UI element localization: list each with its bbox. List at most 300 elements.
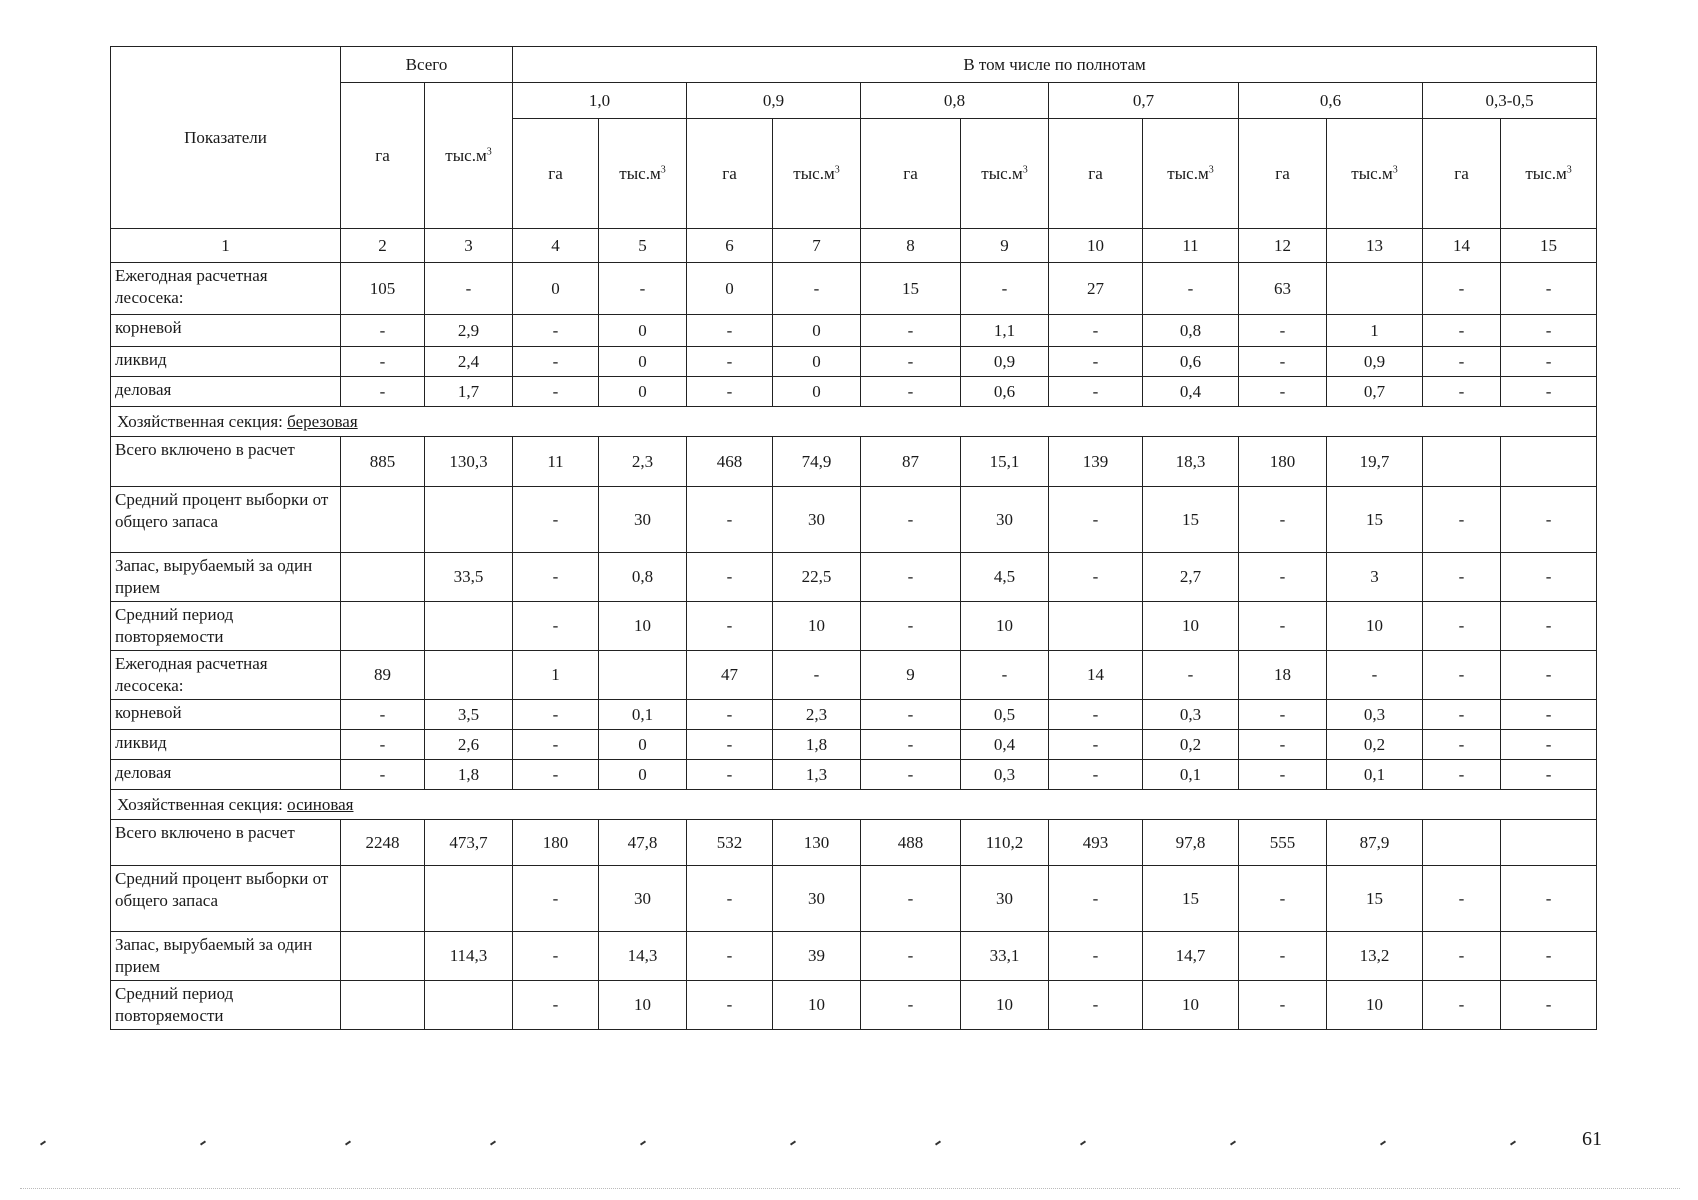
- table-cell: 130: [773, 820, 861, 866]
- table-cell: 2,3: [773, 700, 861, 730]
- table-cell: 2248: [341, 820, 425, 866]
- table-cell: -: [1501, 315, 1597, 347]
- table-cell: 74,9: [773, 437, 861, 487]
- table-cell: 30: [773, 487, 861, 553]
- table-cell: -: [1423, 263, 1501, 315]
- table-cell: 63: [1239, 263, 1327, 315]
- table-cell: [1501, 820, 1597, 866]
- table-cell: [341, 553, 425, 602]
- table-cell: 0: [599, 347, 687, 377]
- unit-vol-cell: $тыс.м^3$: [773, 119, 861, 229]
- table-cell: -: [1501, 487, 1597, 553]
- table-cell: 1,8: [425, 760, 513, 790]
- density-header: 0,9: [687, 83, 861, 119]
- table-cell: -: [1239, 866, 1327, 932]
- table-cell: 468: [687, 437, 773, 487]
- column-number: 6: [687, 229, 773, 263]
- unit-ha-cell: га: [1239, 119, 1327, 229]
- row-label: Средний процент выборки от общего запаса: [111, 487, 341, 553]
- table-cell: -: [687, 932, 773, 981]
- unit-ha-cell: га: [1049, 119, 1143, 229]
- unit-vol-cell: $тыс.м^3$: [1143, 119, 1239, 229]
- column-number: 10: [1049, 229, 1143, 263]
- table-cell: 10: [1327, 602, 1423, 651]
- table-cell: -: [861, 866, 961, 932]
- scan-artifact-mark: [935, 1140, 941, 1145]
- header-total: Всего: [341, 47, 513, 83]
- table-cell: -: [1239, 602, 1327, 651]
- table-cell: 885: [341, 437, 425, 487]
- table-cell: [425, 651, 513, 700]
- table-cell: 27: [1049, 263, 1143, 315]
- table-cell: -: [1143, 263, 1239, 315]
- table-cell: -: [1501, 932, 1597, 981]
- column-number: 13: [1327, 229, 1423, 263]
- table-cell: [425, 981, 513, 1030]
- table-cell: 139: [1049, 437, 1143, 487]
- table-cell: -: [1239, 932, 1327, 981]
- table-cell: -: [1501, 377, 1597, 407]
- table-cell: -: [341, 377, 425, 407]
- unit-vol-cell: $тыс.м^3$: [1501, 119, 1597, 229]
- table-row: [111, 437, 1597, 487]
- section-row: [111, 407, 1597, 437]
- table-cell: 10: [961, 981, 1049, 1030]
- table-cell: -: [1423, 487, 1501, 553]
- table-cell: -: [861, 377, 961, 407]
- column-number: 5: [599, 229, 687, 263]
- section-row: [111, 790, 1597, 820]
- table-cell: 532: [687, 820, 773, 866]
- table-cell: 15: [1143, 487, 1239, 553]
- column-number: 1: [111, 229, 341, 263]
- table-cell: -: [513, 760, 599, 790]
- table-row: [111, 263, 1597, 315]
- table-cell: -: [1049, 932, 1143, 981]
- table-cell: -: [1239, 377, 1327, 407]
- scan-artifact-mark: [1230, 1140, 1236, 1145]
- table-cell: -: [513, 981, 599, 1030]
- table-cell: 47,8: [599, 820, 687, 866]
- row-label: Ежегодная расчетная лесосека:: [111, 651, 341, 700]
- table-cell: -: [1501, 866, 1597, 932]
- column-number-row: [111, 229, 1597, 263]
- table-cell: -: [861, 553, 961, 602]
- table-cell: 0: [599, 377, 687, 407]
- table-cell: 10: [773, 602, 861, 651]
- data-table-wrapper: [110, 46, 1596, 1030]
- table-cell: -: [513, 553, 599, 602]
- table-cell: -: [341, 347, 425, 377]
- table-cell: 1,1: [961, 315, 1049, 347]
- table-cell: -: [1501, 760, 1597, 790]
- table-cell: -: [861, 347, 961, 377]
- column-number: 3: [425, 229, 513, 263]
- table-cell: -: [1049, 866, 1143, 932]
- table-cell: -: [599, 263, 687, 315]
- table-cell: -: [513, 347, 599, 377]
- table-cell: 0,2: [1327, 730, 1423, 760]
- density-header: 0,8: [861, 83, 1049, 119]
- table-row: [111, 981, 1597, 1030]
- table-cell: -: [687, 553, 773, 602]
- table-cell: 0,9: [961, 347, 1049, 377]
- table-cell: 11: [513, 437, 599, 487]
- table-cell: -: [687, 866, 773, 932]
- section-title: Хозяйственная секция: березовая: [111, 407, 1597, 437]
- table-cell: 473,7: [425, 820, 513, 866]
- density-header: 0,3-0,5: [1423, 83, 1597, 119]
- table-cell: -: [687, 700, 773, 730]
- table-cell: -: [1501, 553, 1597, 602]
- unit-ha-cell: га: [861, 119, 961, 229]
- scan-artifact-mark: [1510, 1140, 1516, 1145]
- table-cell: -: [513, 487, 599, 553]
- table-cell: 0: [599, 730, 687, 760]
- table-cell: 9: [861, 651, 961, 700]
- row-label: ликвид: [111, 347, 341, 377]
- table-cell: -: [961, 651, 1049, 700]
- scan-artifact-mark: [640, 1140, 646, 1145]
- column-number: 12: [1239, 229, 1327, 263]
- table-cell: 2,6: [425, 730, 513, 760]
- row-label: корневой: [111, 700, 341, 730]
- table-cell: 10: [1327, 981, 1423, 1030]
- table-cell: 10: [773, 981, 861, 1030]
- column-number: 11: [1143, 229, 1239, 263]
- table-cell: -: [341, 760, 425, 790]
- table-cell: 0: [599, 760, 687, 790]
- table-row: [111, 487, 1597, 553]
- table-cell: 0,8: [599, 553, 687, 602]
- table-body: [111, 263, 1597, 1030]
- scan-artifact-mark: [200, 1140, 206, 1145]
- table-cell: [341, 932, 425, 981]
- table-row: [111, 730, 1597, 760]
- table-cell: -: [1423, 347, 1501, 377]
- row-label: Средний период повторяемости: [111, 602, 341, 651]
- table-cell: -: [1501, 981, 1597, 1030]
- table-cell: -: [1239, 981, 1327, 1030]
- table-cell: -: [773, 263, 861, 315]
- table-cell: 14,3: [599, 932, 687, 981]
- table-cell: -: [861, 315, 961, 347]
- table-cell: [1327, 263, 1423, 315]
- table-cell: -: [513, 602, 599, 651]
- table-cell: [341, 981, 425, 1030]
- scan-artifact-mark: [1380, 1140, 1386, 1145]
- table-cell: -: [341, 315, 425, 347]
- table-cell: -: [1049, 700, 1143, 730]
- unit-ha-cell: га: [687, 119, 773, 229]
- table-cell: 4,5: [961, 553, 1049, 602]
- density-header: 0,7: [1049, 83, 1239, 119]
- header-by-density: В том числе по полнотам: [513, 47, 1597, 83]
- table-cell: 0,5: [961, 700, 1049, 730]
- header-total-ha: га: [341, 83, 425, 229]
- table-cell: -: [341, 700, 425, 730]
- row-label: Средний период повторяемости: [111, 981, 341, 1030]
- scan-artifact-mark: [40, 1140, 46, 1145]
- table-cell: [1423, 820, 1501, 866]
- section-name: осиновая: [287, 794, 354, 814]
- table-cell: [599, 651, 687, 700]
- row-label: Запас, вырубаемый за один прием: [111, 932, 341, 981]
- table-cell: 10: [1143, 602, 1239, 651]
- column-number: 2: [341, 229, 425, 263]
- density-header: 1,0: [513, 83, 687, 119]
- row-label: Запас, вырубаемый за один прием: [111, 553, 341, 602]
- unit-ha-cell: га: [513, 119, 599, 229]
- table-cell: 87,9: [1327, 820, 1423, 866]
- table-cell: 1,8: [773, 730, 861, 760]
- table-cell: -: [1049, 730, 1143, 760]
- table-cell: 2,7: [1143, 553, 1239, 602]
- table-cell: -: [1049, 347, 1143, 377]
- scan-artifact-mark: [790, 1140, 796, 1145]
- table-cell: -: [1239, 700, 1327, 730]
- table-cell: -: [687, 347, 773, 377]
- table-cell: 180: [513, 820, 599, 866]
- table-cell: 19,7: [1327, 437, 1423, 487]
- row-label: корневой: [111, 315, 341, 347]
- table-cell: -: [687, 377, 773, 407]
- table-cell: 10: [1143, 981, 1239, 1030]
- allowable-cut-table: [110, 46, 1597, 1030]
- table-cell: -: [513, 315, 599, 347]
- table-cell: -: [687, 760, 773, 790]
- row-label: Средний процент выборки от общего запаса: [111, 866, 341, 932]
- table-row: [111, 820, 1597, 866]
- table-cell: -: [1423, 377, 1501, 407]
- table-cell: -: [1049, 553, 1143, 602]
- table-cell: 30: [773, 866, 861, 932]
- table-cell: -: [861, 760, 961, 790]
- table-cell: [1423, 437, 1501, 487]
- table-cell: -: [513, 932, 599, 981]
- table-cell: [1049, 602, 1143, 651]
- table-cell: 0,4: [1143, 377, 1239, 407]
- table-cell: -: [1327, 651, 1423, 700]
- table-row: [111, 932, 1597, 981]
- table-cell: 14: [1049, 651, 1143, 700]
- table-cell: 2,3: [599, 437, 687, 487]
- table-cell: -: [513, 866, 599, 932]
- table-cell: -: [1423, 315, 1501, 347]
- table-cell: 30: [961, 866, 1049, 932]
- table-cell: -: [1423, 553, 1501, 602]
- table-cell: 493: [1049, 820, 1143, 866]
- unit-vol-cell: $тыс.м^3$: [1327, 119, 1423, 229]
- table-cell: -: [687, 487, 773, 553]
- table-cell: [425, 487, 513, 553]
- table-cell: 0,3: [961, 760, 1049, 790]
- table-cell: -: [1049, 981, 1143, 1030]
- scan-artifact-mark: [1080, 1140, 1086, 1145]
- table-row: [111, 700, 1597, 730]
- density-header: 0,6: [1239, 83, 1423, 119]
- table-row: [111, 315, 1597, 347]
- table-cell: 110,2: [961, 820, 1049, 866]
- table-row: [111, 347, 1597, 377]
- column-number: 15: [1501, 229, 1597, 263]
- unit-vol-cell: $тыс.м^3$: [961, 119, 1049, 229]
- section-name: березовая: [287, 411, 358, 431]
- table-cell: 1: [1327, 315, 1423, 347]
- table-cell: 30: [961, 487, 1049, 553]
- table-cell: -: [513, 377, 599, 407]
- row-label: Ежегодная расчетная лесосека:: [111, 263, 341, 315]
- table-cell: -: [773, 651, 861, 700]
- table-cell: 89: [341, 651, 425, 700]
- table-cell: 30: [599, 866, 687, 932]
- table-cell: 13,2: [1327, 932, 1423, 981]
- table-cell: 114,3: [425, 932, 513, 981]
- section-title: Хозяйственная секция: осиновая: [111, 790, 1597, 820]
- table-row: [111, 602, 1597, 651]
- table-cell: 10: [599, 981, 687, 1030]
- table-cell: -: [1423, 760, 1501, 790]
- table-cell: 47: [687, 651, 773, 700]
- column-number: 7: [773, 229, 861, 263]
- table-cell: 0,3: [1143, 700, 1239, 730]
- table-row: [111, 866, 1597, 932]
- table-cell: 0: [773, 377, 861, 407]
- table-cell: 10: [961, 602, 1049, 651]
- table-cell: 130,3: [425, 437, 513, 487]
- table-cell: 14,7: [1143, 932, 1239, 981]
- table-cell: -: [1239, 487, 1327, 553]
- table-cell: -: [1423, 700, 1501, 730]
- table-cell: 2,4: [425, 347, 513, 377]
- table-cell: 488: [861, 820, 961, 866]
- table-cell: 33,5: [425, 553, 513, 602]
- table-cell: -: [1049, 315, 1143, 347]
- page-number: 61: [1582, 1128, 1602, 1150]
- table-cell: 1,3: [773, 760, 861, 790]
- table-cell: -: [1049, 760, 1143, 790]
- table-cell: -: [1239, 315, 1327, 347]
- row-label: деловая: [111, 377, 341, 407]
- table-cell: -: [1049, 487, 1143, 553]
- row-label: ликвид: [111, 730, 341, 760]
- table-cell: -: [1501, 651, 1597, 700]
- table-cell: 87: [861, 437, 961, 487]
- table-cell: -: [861, 932, 961, 981]
- table-cell: 30: [599, 487, 687, 553]
- table-cell: -: [1143, 651, 1239, 700]
- unit-ha-cell: га: [1423, 119, 1501, 229]
- table-row: [111, 377, 1597, 407]
- table-cell: 0,6: [1143, 347, 1239, 377]
- scan-artifact-line: [20, 1188, 1680, 1189]
- table-cell: 555: [1239, 820, 1327, 866]
- table-cell: 0: [773, 347, 861, 377]
- table-cell: 18,3: [1143, 437, 1239, 487]
- table-cell: -: [1239, 553, 1327, 602]
- table-cell: -: [1501, 602, 1597, 651]
- table-cell: -: [513, 730, 599, 760]
- table-cell: 0,7: [1327, 377, 1423, 407]
- table-cell: 97,8: [1143, 820, 1239, 866]
- scan-artifact-mark: [490, 1140, 496, 1145]
- table-cell: 3: [1327, 553, 1423, 602]
- table-cell: 0,9: [1327, 347, 1423, 377]
- table-cell: -: [425, 263, 513, 315]
- table-cell: 0: [513, 263, 599, 315]
- table-cell: 18: [1239, 651, 1327, 700]
- table-cell: 0,6: [961, 377, 1049, 407]
- table-cell: 15: [1327, 866, 1423, 932]
- column-number: 8: [861, 229, 961, 263]
- row-label: Всего включено в расчет: [111, 820, 341, 866]
- table-row: [111, 553, 1597, 602]
- table-row: [111, 651, 1597, 700]
- table-cell: 22,5: [773, 553, 861, 602]
- table-cell: [425, 866, 513, 932]
- table-cell: -: [1423, 932, 1501, 981]
- table-cell: 1,7: [425, 377, 513, 407]
- table-cell: 0: [687, 263, 773, 315]
- table-cell: -: [1423, 866, 1501, 932]
- column-number: 9: [961, 229, 1049, 263]
- table-cell: 15: [1143, 866, 1239, 932]
- table-cell: 0,3: [1327, 700, 1423, 730]
- table-cell: -: [861, 981, 961, 1030]
- table-cell: 1: [513, 651, 599, 700]
- table-cell: [341, 866, 425, 932]
- table-cell: 180: [1239, 437, 1327, 487]
- table-cell: 10: [599, 602, 687, 651]
- table-cell: -: [1423, 651, 1501, 700]
- table-cell: -: [513, 700, 599, 730]
- table-cell: -: [861, 730, 961, 760]
- table-cell: 2,9: [425, 315, 513, 347]
- table-cell: [425, 602, 513, 651]
- table-cell: 0,1: [1327, 760, 1423, 790]
- table-cell: 3,5: [425, 700, 513, 730]
- column-number: 14: [1423, 229, 1501, 263]
- table-cell: -: [1239, 730, 1327, 760]
- table-cell: -: [861, 700, 961, 730]
- table-cell: -: [861, 602, 961, 651]
- table-cell: 15,1: [961, 437, 1049, 487]
- table-cell: -: [687, 602, 773, 651]
- table-cell: -: [1423, 602, 1501, 651]
- table-cell: 15: [861, 263, 961, 315]
- table-cell: -: [687, 730, 773, 760]
- table-cell: 39: [773, 932, 861, 981]
- table-cell: 0,1: [599, 700, 687, 730]
- scan-artifact-mark: [345, 1140, 351, 1145]
- table-cell: 15: [1327, 487, 1423, 553]
- table-cell: -: [961, 263, 1049, 315]
- table-cell: 105: [341, 263, 425, 315]
- table-cell: 0,2: [1143, 730, 1239, 760]
- table-cell: 33,1: [961, 932, 1049, 981]
- table-cell: -: [1501, 263, 1597, 315]
- table-cell: -: [1501, 730, 1597, 760]
- table-cell: -: [1423, 981, 1501, 1030]
- table-cell: -: [341, 730, 425, 760]
- table-cell: 0: [599, 315, 687, 347]
- unit-vol-cell: $тыс.м^3$: [599, 119, 687, 229]
- table-cell: -: [1501, 347, 1597, 377]
- column-number: 4: [513, 229, 599, 263]
- table-cell: -: [1423, 730, 1501, 760]
- table-cell: -: [861, 487, 961, 553]
- table-cell: -: [1501, 700, 1597, 730]
